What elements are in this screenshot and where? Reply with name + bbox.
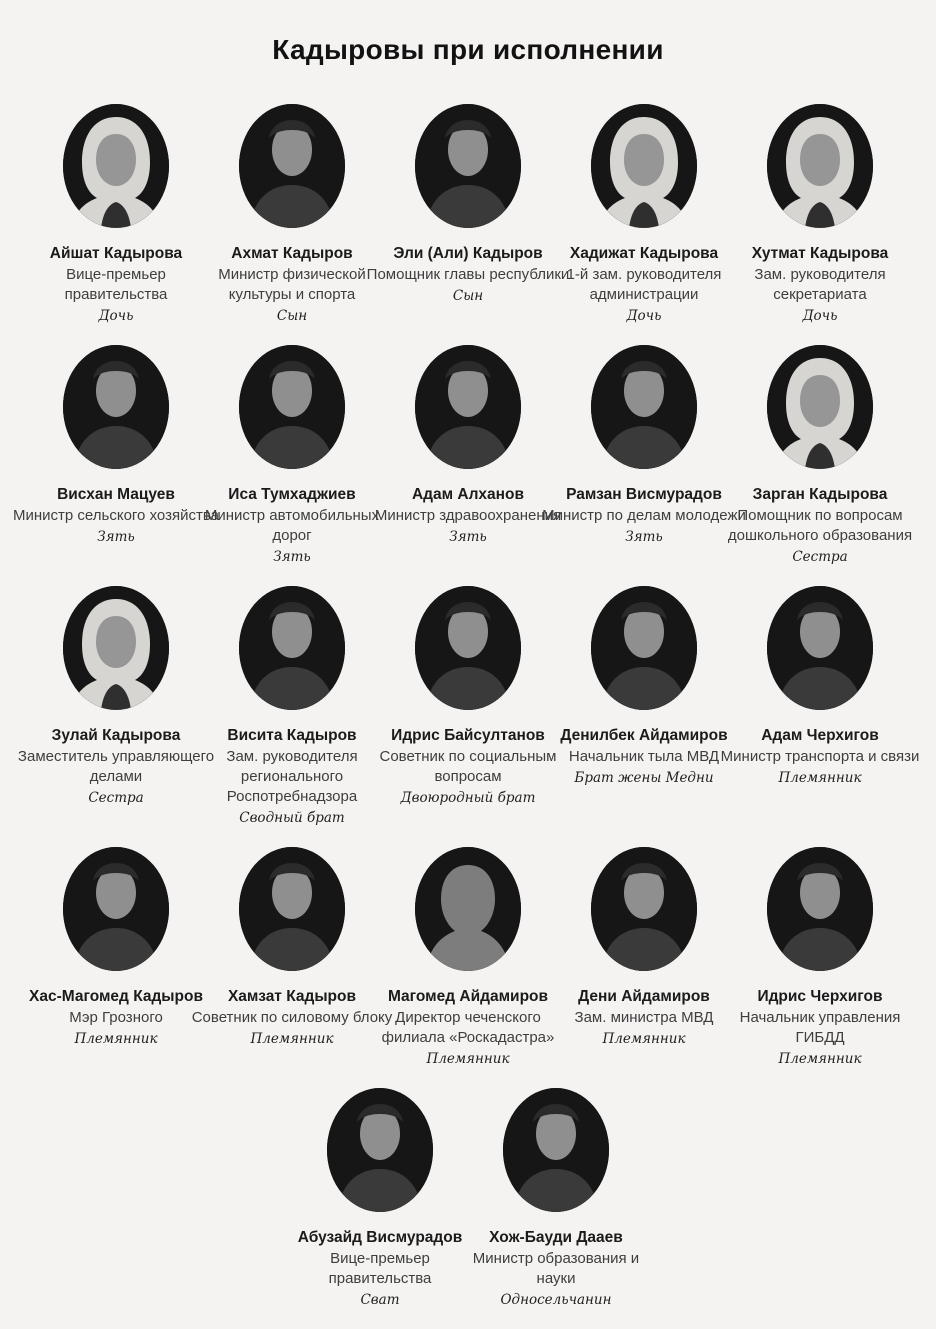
person-relation: Двоюродный брат [400,789,536,806]
person-relation: Племянник [602,1030,686,1047]
person-name: Хамзат Кадыров [227,987,357,1005]
portrait-photo [239,345,345,469]
person-name: Хож-Бауди Дааев [489,1228,623,1246]
person-relation: Дочь [98,307,134,324]
person-card [556,847,732,1048]
person-position: Начальник управления ГИБДД [739,1008,901,1046]
person-relation: Односельчанин [500,1291,612,1308]
person-position: Заместитель управляющего делами [17,748,215,786]
male-portrait-silhouette-icon [415,104,521,228]
female-hijab-portrait-silhouette-icon [767,345,873,469]
portrait-photo [415,104,521,228]
male-portrait-silhouette-icon [239,104,345,228]
person-position: Мэр Грозного [69,1008,163,1026]
portrait-photo [767,104,873,228]
portrait-photo [503,1088,609,1212]
person-name: Идрис Байсултанов [391,727,545,745]
portrait-photo [327,1088,433,1212]
person-relation: Брат жены Медни [574,770,714,787]
portrait-photo [415,586,521,710]
portrait-photo [767,345,873,469]
person-relation: Сводный брат [239,809,345,826]
person-position: Министр по делам молодежи [542,507,746,525]
person-name: Хутмат Кадырова [751,245,889,263]
person-card [28,847,204,1048]
person-card [374,345,562,546]
person-card [720,586,920,787]
person-relation: Дочь [626,307,662,324]
person-name: Абузайд Висмурадов [297,1228,463,1246]
male-portrait-silhouette-icon [415,586,521,710]
person-position: Вице-премьер правительства [328,1249,432,1287]
portrait-photo [591,847,697,971]
person-position: Советник по силовому блоку [191,1008,393,1026]
male-portrait-silhouette-icon [327,1088,433,1212]
male-portrait-silhouette-icon [63,847,169,971]
people-row [24,104,912,325]
person-position: Зам. министра МВД [574,1008,714,1026]
portrait-photo [591,345,697,469]
person-name: Эли (Али) Кадыров [393,245,543,263]
person-relation: Племянник [250,1030,334,1047]
female-hijab-portrait-silhouette-icon [591,104,697,228]
person-card [191,847,393,1048]
person-name: Рамзан Висмурадов [566,486,722,504]
person-name: Висхан Мацуев [57,486,175,504]
person-position: Директор чеченского филиала «Роскадастра» [381,1008,555,1046]
portrait-photo [591,586,697,710]
person-card [380,586,556,807]
person-relation: Сестра [88,789,144,806]
male-portrait-silhouette-icon [767,847,873,971]
portrait-photo [63,586,169,710]
person-card [556,586,732,787]
person-name: Магомед Айдамиров [387,987,549,1005]
person-name: Ахмат Кадыров [231,245,353,263]
portrait-photo [63,847,169,971]
person-relation: Зять [625,529,663,546]
person-name: Иса Тумхаджиев [228,486,356,504]
page-title: Кадыровы при исполнении [272,34,664,65]
person-text [717,244,923,325]
person-card [28,104,204,325]
person-position: Министр образования и науки [472,1249,640,1287]
person-name: Дени Айдамиров [578,987,710,1005]
male-portrait-silhouette-icon [591,586,697,710]
person-position: Министр физической культуры и спорта [218,266,366,304]
person-name: Хас-Магомед Кадыров [28,987,204,1005]
person-name: Идрис Черхигов [757,987,883,1005]
portrait-photo [767,586,873,710]
people-row [24,1088,912,1309]
person-position: Министр транспорта и связи [720,748,920,766]
male-portrait-silhouette-icon [591,847,697,971]
people-grid [13,104,920,1309]
placeholder-avatar-silhouette-icon [415,847,521,971]
person-relation: Племянник [426,1050,510,1067]
person-relation: Зять [449,529,487,546]
person-relation: Племянник [74,1030,158,1047]
person-card [204,586,380,827]
person-relation: Зять [273,548,311,565]
male-portrait-silhouette-icon [767,586,873,710]
person-name: Зулай Кадырова [51,727,181,745]
person-card [556,104,732,325]
person-card [13,345,219,546]
person-position: Помощник по вопросам дошкольного образования [727,507,913,545]
person-position: Вице-премьер правительства [64,266,168,304]
portrait-photo [591,104,697,228]
person-relation: Дочь [802,307,838,324]
male-portrait-silhouette-icon [591,345,697,469]
male-portrait-silhouette-icon [239,586,345,710]
portrait-photo [415,847,521,971]
male-portrait-silhouette-icon [63,345,169,469]
portrait-photo [415,345,521,469]
person-card [204,345,380,566]
person-card [727,345,913,566]
people-row [24,847,912,1068]
male-portrait-silhouette-icon [239,847,345,971]
person-position: Начальник тыла МВД [568,748,720,766]
person-relation: Племянник [778,1050,862,1067]
person-position: Зам. руководителя секретариата [754,266,886,304]
person-position: Министр сельского хозяйства [13,507,219,525]
person-name: Хадижат Кадырова [569,245,719,263]
female-hijab-portrait-silhouette-icon [63,586,169,710]
male-portrait-silhouette-icon [239,345,345,469]
person-name: Зарган Кадырова [752,486,888,504]
person-card [17,586,215,807]
person-card [732,104,908,325]
person-card [732,847,908,1068]
person-position: Советник по социальным вопросам [379,748,557,786]
person-card [380,847,556,1068]
people-row [17,586,920,827]
person-relation: Сын [452,288,484,305]
female-hijab-portrait-silhouette-icon [767,104,873,228]
portrait-photo [63,345,169,469]
person-text [717,485,923,566]
person-position: Помощник главы республики [366,266,570,284]
person-card [204,104,380,325]
person-position: 1-й зам. руководителя администрации [566,266,722,304]
person-relation: Зять [97,529,135,546]
male-portrait-silhouette-icon [415,345,521,469]
portrait-photo [63,104,169,228]
person-card [366,104,570,305]
person-position: Зам. руководителя регионального Роспотребнадзора [226,748,358,805]
person-name: Денилбек Айдамиров [560,727,728,745]
person-name: Адам Черхигов [761,727,879,745]
portrait-photo [239,104,345,228]
person-card [542,345,746,546]
person-name: Айшат Кадырова [49,245,183,263]
person-card [468,1088,644,1309]
people-row [13,345,913,566]
person-name: Висита Кадыров [227,727,357,745]
person-text [453,1228,659,1309]
person-text [717,987,923,1068]
portrait-photo [239,847,345,971]
person-relation: Сын [276,307,308,324]
female-hijab-portrait-silhouette-icon [63,104,169,228]
portrait-photo [767,847,873,971]
person-relation: Сестра [792,548,848,565]
person-position: Министр здравоохранения [374,507,562,525]
portrait-photo [239,586,345,710]
person-position: Министр автомобильных дорог [204,507,380,545]
person-relation: Племянник [778,770,862,787]
male-portrait-silhouette-icon [503,1088,609,1212]
person-card [292,1088,468,1309]
person-name: Адам Алханов [411,486,525,504]
person-text [717,726,923,787]
person-relation: Сват [360,1291,400,1308]
